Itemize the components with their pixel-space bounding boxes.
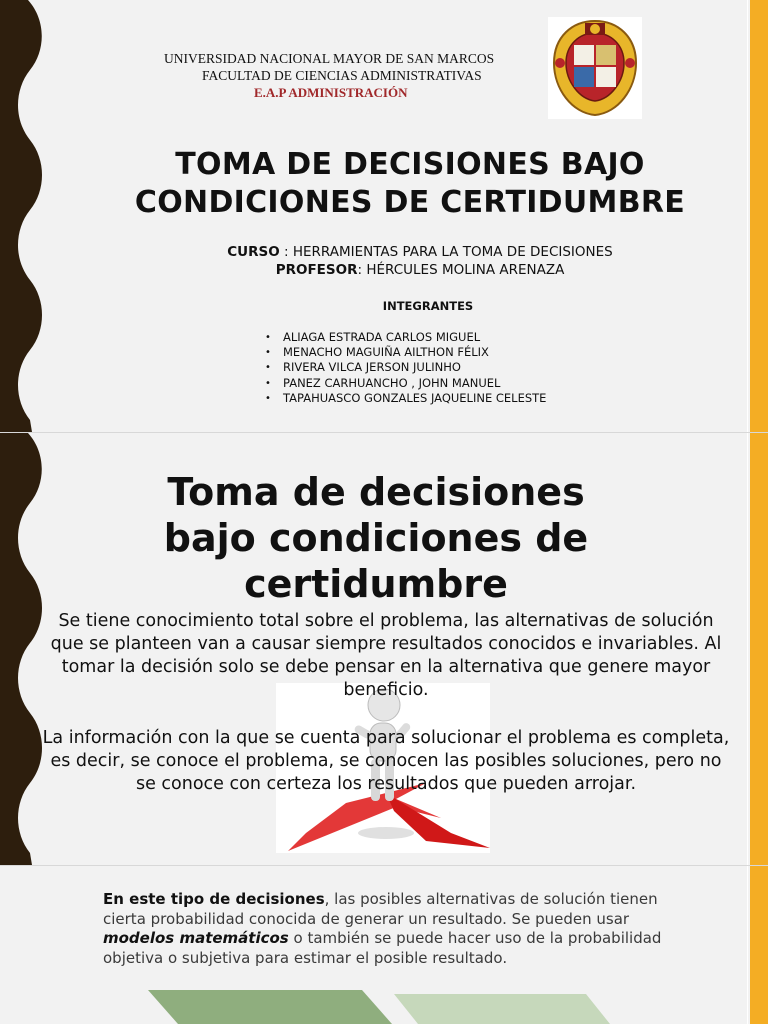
title-line-3: certidumbre: [244, 562, 508, 606]
university-seal-icon: [548, 17, 642, 119]
course-line: [100, 243, 740, 261]
paragraph-emphasis: modelos matemáticos: [103, 929, 289, 947]
paragraph-text-a: , las posibles alternativas de solución tienen cierta probabilidad conocida de generar un resultado. Se pueden usar: [103, 890, 658, 928]
university-name: UNIVERSIDAD NACIONAL MAYOR DE SAN MARCOS: [164, 51, 495, 66]
title-line-2: bajo condiciones de: [163, 516, 589, 560]
models-paragraph: [103, 890, 683, 968]
list-item: • TAPAHUASCO GONZALES JAQUELINE CELESTE: [265, 391, 546, 406]
right-accent-stripe: [750, 0, 768, 432]
definition-paragraph-2: La información con la que se cuenta para solucionar el problema es completa, es decir, se conoce el problema, se conocen las posibles soluciones, pero no se conoce con certeza los resultados que pueden arrojar.: [42, 728, 730, 794]
title-line-2: CONDICIONES DE CERTIDUMBRE: [134, 185, 686, 220]
paragraph-lead: En este tipo de decisiones: [103, 890, 325, 908]
slide-title: [0, 0, 768, 432]
professor-label: PROFESOR: [275, 262, 358, 278]
slide-definition: [0, 433, 768, 865]
faculty-name: FACULTAD DE CIENCIAS ADMINISTRATIVAS: [202, 68, 482, 83]
list-item: • ALIAGA ESTRADA CARLOS MIGUEL: [265, 330, 546, 345]
decorative-chevrons: [0, 984, 768, 1024]
paragraph-text-b: o también se puede hacer uso de la probabilidad objetiva o subjetiva para estimar el posible resultado.: [103, 929, 662, 967]
right-accent-stripe: [750, 433, 768, 865]
title-line-1: Toma de decisiones: [167, 470, 585, 514]
list-item: • RIVERA VILCA JERSON JULINHO: [265, 360, 546, 375]
slide-title: [120, 469, 632, 607]
school-name: E.A.P ADMINISTRACIÓN: [254, 85, 408, 100]
list-item: • MENACHO MAGUIÑA AILTHON FÉLIX: [265, 345, 546, 360]
list-item: • PANEZ CARHUANCHO , JOHN MANUEL: [265, 376, 546, 391]
professor-line: [100, 261, 740, 279]
course-label: CURSO: [227, 244, 280, 260]
right-accent-line: [747, 0, 748, 432]
definition-paragraph-1: Se tiene conocimiento total sobre el problema, las alternativas de solución que se planteen van a causar siempre resultados conocidos e invariables. Al tomar la decisión solo se debe pensar en la alternativa que genere mayor beneficio.: [50, 611, 722, 700]
presentation-title: [80, 146, 740, 222]
title-line-1: TOMA DE DECISIONES BAJO: [175, 147, 645, 182]
members-list: [265, 330, 546, 406]
members-heading: INTEGRANTES: [382, 299, 474, 313]
professor-value: : HÉRCULES MOLINA ARENAZA: [357, 262, 565, 278]
course-info: [100, 243, 740, 279]
right-accent-line: [747, 433, 748, 865]
institution-header: [120, 50, 560, 101]
wavy-border-decoration: [0, 0, 50, 432]
slide-models: [0, 866, 768, 1024]
course-value: : HERRAMIENTAS PARA LA TOMA DE DECISIONES: [279, 244, 613, 260]
